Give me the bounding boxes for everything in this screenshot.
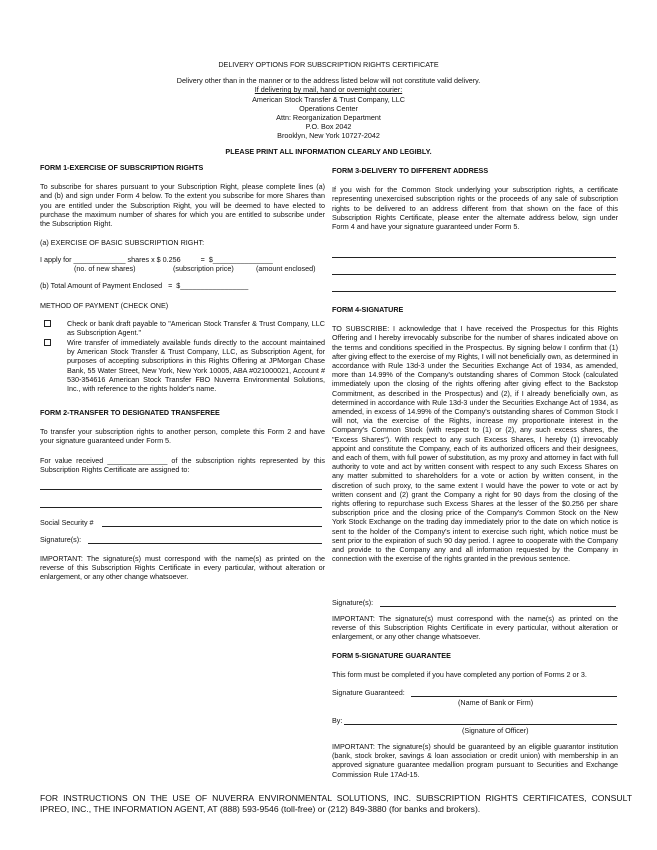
apply-line[interactable]: I apply for _____________ shares x $ 0.256 = $_______________ xyxy=(40,255,273,264)
ssn-field[interactable] xyxy=(102,526,322,527)
form2-important: IMPORTANT: The signature(s) must correspond with the name(s) as printed on the reverse of this Subscription Rights Certificate in every particular, without alteration or enlargement, or any other change whatsoever. xyxy=(40,554,325,582)
bank-name-caption: (Name of Bank or Firm) xyxy=(458,698,534,707)
footer-line: FOR INSTRUCTIONS ON THE USE OF NUVERRA ENVIRONMENTAL SOLUTIONS, INC. SUBSCRIPTION RIGHTS CERTIFICATES, CONSULT xyxy=(40,793,632,803)
form1-section xyxy=(40,163,325,247)
signature-guaranteed-label: Signature Guaranteed: xyxy=(332,688,405,697)
payment-method-label: METHOD OF PAYMENT (CHECK ONE) xyxy=(40,301,169,310)
wire-option-text: Wire transfer of immediately available funds directly to the account maintained by American Stock Transfer & Trust Company, LLC, as Subscription Agent, for purposes of accepting subscriptions in this Rights Offering at JPMorgan Chase Bank, 55 Water Street, New York, New York 10005, ABA #021000021, Account # 530-354616 American Stock Transfer FBO Nuverra Environmental Solutions, Inc., with reference to the rights holder's name. xyxy=(67,338,325,394)
form4-signature-label: Signature(s): xyxy=(332,598,374,607)
form4-heading: FORM 4-SIGNATURE xyxy=(332,305,404,314)
transfer-value-line[interactable]: For value received _______________ of the subscription rights represented by this Subscription Rights Certificate are assigned to: xyxy=(40,455,325,474)
ssn-label: Social Security # xyxy=(40,518,94,527)
form2-signature-field[interactable] xyxy=(88,543,322,544)
form3-body: If you wish for the Common Stock underlying your subscription rights, a certificate representing unexercised subscription rights or the proceeds of any sale of subscription rights to be delivered to an address different from that shown on the face of this Subscription Rights Certificate, please enter the alternate address below, sign under Form 4 and have your signature guaranteed under Form 5. xyxy=(332,185,618,232)
footer-line: IPREO, INC., THE INFORMATION AGENT, AT (888) 593-9546 (toll-free) or (212) 849-3880 (for banks and brokers). xyxy=(40,804,481,814)
form5-section xyxy=(332,651,618,679)
transferee-line[interactable] xyxy=(40,507,322,508)
form2-heading: FORM 2-TRANSFER TO DESIGNATED TRANSFEREE xyxy=(40,408,220,417)
form5-important: IMPORTANT: The signature(s) should be guaranteed by an eligible guarantor institution (bank, stock broker, savings & loan association or credit union) with membership in an approved signature guarantee medallion program pursuant to Securities and Exchange Commission Rule 17Ad-15. xyxy=(332,742,618,779)
address-line: American Stock Transfer & Trust Company, LLC xyxy=(252,94,405,104)
total-payment-line[interactable]: (b) Total Amount of Payment Enclosed = $_________________ xyxy=(40,281,249,290)
page-title: DELIVERY OPTIONS FOR SUBSCRIPTION RIGHTS CERTIFICATE xyxy=(218,60,439,69)
shares-caption: (no. of new shares) xyxy=(74,264,136,273)
document-header xyxy=(0,60,657,156)
form5-heading: FORM 5-SIGNATURE GUARANTEE xyxy=(332,651,451,660)
amount-caption: (amount enclosed) xyxy=(256,264,316,273)
form4-section xyxy=(332,305,618,563)
check-option-text: Check or bank draft payable to "American Stock Transfer & Trust Company, LLC as Subscription Agent." xyxy=(67,319,325,338)
address-line: Operations Center xyxy=(299,103,358,113)
officer-caption: (Signature of Officer) xyxy=(462,726,529,735)
check-option-checkbox[interactable] xyxy=(44,320,51,329)
form3-heading: FORM 3-DELIVERY TO DIFFERENT ADDRESS xyxy=(332,166,489,175)
bank-name-field[interactable] xyxy=(411,696,617,697)
address-line: Attn: Reorganization Department xyxy=(276,113,381,123)
address-line: P.O. Box 2042 xyxy=(305,122,352,132)
by-label: By: xyxy=(332,716,343,725)
print-notice: PLEASE PRINT ALL INFORMATION CLEARLY AND LEGIBLY. xyxy=(225,146,432,156)
form2-intro: To transfer your subscription rights to another person, complete this Form 2 and have your signature guaranteed under Form 5. xyxy=(40,427,325,446)
alternate-address-line[interactable] xyxy=(332,257,616,258)
officer-signature-field[interactable] xyxy=(344,724,617,725)
form5-intro: This form must be completed if you have completed any portion of Forms 2 or 3. xyxy=(332,670,587,680)
mail-delivery-line: If delivering by mail, hand or overnight courier: xyxy=(254,85,403,95)
wire-option-checkbox[interactable] xyxy=(44,339,51,348)
form1-heading: FORM 1-EXERCISE OF SUBSCRIPTION RIGHTS xyxy=(40,163,204,172)
address-line: Brooklyn, New York 10727-2042 xyxy=(277,131,380,141)
form4-body: TO SUBSCRIBE: I acknowledge that I have received the Prospectus for this Rights Offering and I hereby irrevocably subscribe for the number of shares indicated above on the terms and conditions specified in the Prospectus. By signing below I confirm that (1) after giving effect to the exercise of my Rights, I will not beneficially own, as determined in accordance with Rule 13d-3 under the Securities Exchange Act of 1934, as amended, more than 14.99% of the Company's outstanding shares of Common Stock (calculated immediately upon the closing of the rights offering after giving effect to the Backstop Commitment, as described in the Prospectus) and (2), if I already beneficially own, as determined in accordance with Rule 13d-3 under the Securities Exchange Act of 1934, as amended, in excess of 14.99% of the Company's outstanding shares of Common Stock I will not, via the exercise of the Rights, increase my proportionate interest in the Company's Common Stock (with respect to (1) or (2), any such excess shares, the "Excess Shares"). With respect to any such Excess Shares, I hereby (1) irrevocably appoint and constitute the Company, each of its authorized officers and their designees, and each of them, with full power of substitution, as my proxy and attorney in fact with full authority to vote and act by written consent with respect to any such Excess Shares on any matter submitted to shareholders for a vote or action by written consent, in the discretion of such proxy, to the same extent I would have the power to vote or act by written consent and (2) grant the Company a right for 90 days from the closing of the rights offering to repurchase such Excess Shares at the lesser of the $0.256 per share subscription price and the closing price of the Company's Common Stock on the New York Stock Exchange on the trading day immediately prior to the date on which notice is sent to the holder of the Company's intent to exercise such right, which notice must be sent prior to the expiration of such 90 day period. I agree to cooperate with the Company and provide to the Company any and all information requested by the Company in connection with the exercise of the rights granted in the previous sentence. xyxy=(332,324,618,564)
form2-section xyxy=(40,408,325,474)
delivery-note: Delivery other than in the manner or to the address listed below will not constitute valid delivery. xyxy=(176,76,481,86)
basic-subscription-label: (a) EXERCISE OF BASIC SUBSCRIPTION RIGHT: xyxy=(40,238,205,248)
form4-important: IMPORTANT: The signature(s) must correspond with the name(s) as printed on the reverse of this Subscription Rights Certificate in every particular, without alteration or enlargement, or any other change whatsoever. xyxy=(332,614,618,642)
form4-signature-field[interactable] xyxy=(380,606,616,607)
form3-section xyxy=(332,166,618,231)
alternate-address-line[interactable] xyxy=(332,291,616,292)
form1-intro: To subscribe for shares pursuant to your Subscription Right, please complete lines (a) and (b) and sign under Form 4 below. To the extent you subscribe for more Shares than you are entitled under the Subscription Right, you will be deemed to have elected to purchase the maximum number of shares for which you are entitled to subscribe under the Subscription Right. xyxy=(40,182,325,229)
transferee-line[interactable] xyxy=(40,489,322,490)
alternate-address-line[interactable] xyxy=(332,274,616,275)
form2-signature-label: Signature(s): xyxy=(40,535,82,544)
price-caption: (subscription price) xyxy=(173,264,234,273)
footer-instructions xyxy=(40,793,632,815)
